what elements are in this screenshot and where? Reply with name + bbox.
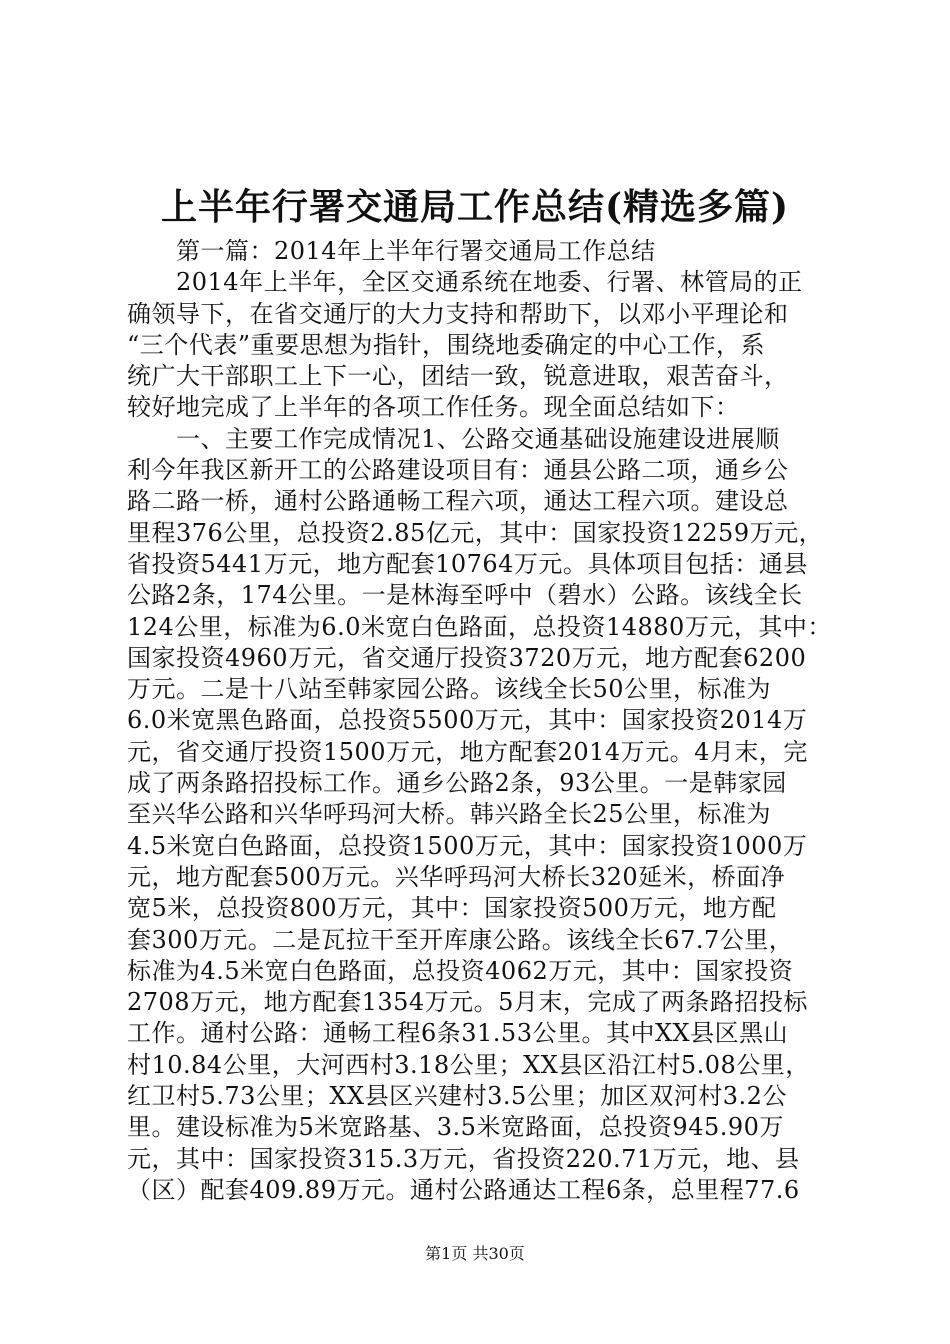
body-line: 村10.84公里，大河西村3.18公里；XX县区沿江村5.08公里， <box>127 1050 810 1079</box>
body-line: 宽5米，总投资800万元，其中：国家投资500万元，地方配 <box>127 894 777 923</box>
body-line: 工作。通村公路：通畅工程6条31.53公里。其中XX县区黑山 <box>127 1019 789 1048</box>
body-line: 6.0米宽黑色路面，总投资5500万元，其中：国家投资2014万 <box>127 706 808 735</box>
body-line: 统广大干部职工上下一心，团结一致，锐意进取，艰苦奋斗， <box>127 362 789 391</box>
body-line: 4.5米宽白色路面，总投资1500万元，其中：国家投资1000万 <box>127 831 808 860</box>
body-line: 2708万元，地方配套1354万元。5月末，完成了两条路招投标 <box>127 988 808 1017</box>
body-line: 元，其中：国家投资315.3万元，省投资220.71万元，地、县 <box>127 1144 800 1173</box>
body-line: 124公里，标准为6.0米宽白色路面，总投资14880万元，其中： <box>127 612 832 641</box>
body-line: 第一篇：2014年上半年行署交通局工作总结 <box>127 237 656 265</box>
body-line: 里程376公里，总投资2.85亿元，其中：国家投资12259万元， <box>127 518 824 547</box>
body-line: 确领导下，在省交通厅的大力支持和帮助下，以邓小平理论和 <box>127 299 789 328</box>
body-line: 标准为4.5米宽白色路面，总投资4062万元，其中：国家投资 <box>127 956 794 985</box>
body-line: 较好地完成了上半年的各项工作任务。现全面总结如下： <box>127 393 740 422</box>
body-line: 利今年我区新开工的公路建设项目有：通县公路二项，通乡公 <box>127 456 789 485</box>
body-line: 元，地方配套500万元。兴华呼玛河大桥长320延米，桥面净 <box>127 862 786 891</box>
body-line: 公路2条，174公里。一是林海至呼中（碧水）公路。该线全长 <box>127 581 803 610</box>
body-line: 元，省交通厅投资1500万元，地方配套2014万元。4月末，完 <box>127 737 808 766</box>
page-footer: 第1页 共30页 <box>425 1244 525 1263</box>
body-line: “三个代表”重要思想为指针，围绕地委确定的中心工作，系 <box>127 330 766 359</box>
body-line: 2014年上半年，全区交通系统在地委、行署、林管局的正 <box>127 268 803 297</box>
body-line: 路二路一桥，通村公路通畅工程六项，通达工程六项。建设总 <box>127 487 789 516</box>
document-title: 上半年行署交通局工作总结(精选多篇) <box>160 186 790 228</box>
document-body <box>127 236 837 1206</box>
body-line: 万元。二是十八站至韩家园公路。该线全长50公里，标准为 <box>127 675 772 704</box>
body-line: 至兴华公路和兴华呼玛河大桥。韩兴路全长25公里，标准为 <box>127 800 772 829</box>
body-line: 红卫村5.73公里；XX县区兴建村3.5公里；加区双河村3.2公 <box>127 1082 787 1111</box>
body-line: （区）配套409.89万元。通村公路通达工程6条，总里程77.6 <box>127 1175 800 1204</box>
body-line: 套300万元。二是瓦拉干至开库康公路。该线全长67.7公里， <box>127 925 794 954</box>
body-line: 一、主要工作完成情况1、公路交通基础设施建设进展顺 <box>127 424 780 453</box>
body-line: 成了两条路招投标工作。通乡公路2条，93公里。一是韩家园 <box>127 769 787 798</box>
body-line: 省投资5441万元，地方配套10764万元。具体项目包括：通县 <box>127 549 808 578</box>
body-line: 里。建设标准为5米宽路基、3.5米宽路面，总投资945.90万 <box>127 1113 784 1142</box>
body-line: 国家投资4960万元，省交通厅投资3720万元，地方配套6200 <box>127 643 807 672</box>
